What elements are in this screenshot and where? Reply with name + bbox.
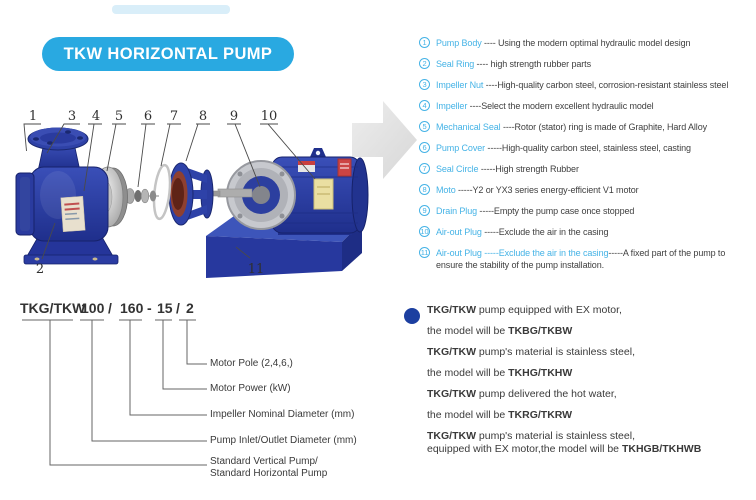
label-impeller-diameter: Impeller Nominal Diameter (mm) — [210, 409, 355, 420]
circled-number: 6 — [419, 142, 430, 153]
model-seg-inlet: 100 — [81, 300, 105, 316]
part-name: Pump Body — [436, 38, 482, 48]
list-item — [419, 163, 753, 175]
list-item — [419, 37, 753, 49]
banner-backdrop-shape — [112, 5, 230, 14]
circled-number: 8 — [419, 184, 430, 195]
part-name: Drain Plug — [436, 206, 478, 216]
list-item — [419, 121, 753, 133]
part-desc: ----Select the modern excellent hydraulic model — [467, 101, 654, 111]
callout-4: 4 — [91, 109, 101, 124]
part-desc: -----Y2 or YX3 series energy-efficient V1 motor — [455, 185, 639, 195]
list-item — [419, 142, 753, 154]
circled-number: 10 — [420, 227, 429, 236]
label-motor-power: Motor Power (kW) — [210, 383, 291, 394]
part-name: Pump Cover — [436, 143, 486, 153]
part-desc: -----Empty the pump case once stopped — [477, 206, 635, 216]
pump-body-illustration — [16, 128, 118, 265]
note-item: TKG/TKW pump delivered the hot water, the model will be TKRG/TKRW — [427, 388, 617, 421]
part-desc: ---- Using the modern optimal hydraulic model design — [481, 38, 691, 48]
part-name: Mechanical Seal — [436, 122, 501, 132]
part-name: Air-out Plug — [436, 248, 482, 258]
circled-number: 11 — [420, 248, 429, 257]
list-item — [419, 184, 753, 196]
list-item — [419, 226, 753, 238]
part-desc: ----Rotor (stator) ring is made of Graphite, Hard Alloy — [500, 122, 708, 132]
part-name: Moto — [436, 185, 456, 195]
callout-10: 10 — [260, 109, 278, 124]
list-item — [419, 100, 753, 112]
circled-number: 7 — [419, 163, 430, 174]
title-banner — [42, 37, 294, 71]
list-item — [419, 247, 753, 271]
part-desc: -----High strength Rubber — [478, 164, 579, 174]
circled-number: 2 — [419, 58, 430, 69]
page-title: TKW HORIZONTAL PUMP — [63, 44, 273, 63]
model-seg-power: 15 — [157, 300, 173, 316]
exploded-pump-diagram — [10, 95, 425, 295]
part-desc: ---- high strength rubber parts — [474, 59, 591, 69]
callout-2: 2 — [35, 262, 45, 277]
circled-number: 1 — [419, 37, 430, 48]
pump-diagram-svg — [10, 95, 425, 295]
note-item: TKG/TKW pump equipped with EX motor, the model will be TKBG/TKBW — [427, 304, 622, 337]
model-separator: / — [108, 300, 112, 316]
callout-6: 6 — [143, 109, 153, 124]
list-item — [419, 79, 753, 91]
part-desc: -----A fixed part of the pump to ensure the stability of the pump installation. — [436, 248, 726, 270]
shaft-illustration — [212, 189, 252, 197]
circled-number: 3 — [419, 79, 430, 90]
circled-number: 5 — [419, 121, 430, 132]
part-name: Impeller Nut — [436, 80, 484, 90]
model-seg-impeller: 160 — [120, 300, 144, 316]
part-name: Seal Ring — [436, 59, 475, 69]
model-separator: / — [176, 300, 180, 316]
part-name: Seal Circle — [436, 164, 479, 174]
label-motor-pole: Motor Pole (2,4,6,) — [210, 358, 293, 369]
model-notes — [400, 304, 752, 456]
callout-1: 1 — [28, 109, 38, 124]
note-item: TKG/TKW pump's material is stainless steel, the model will be TKHG/TKHW — [427, 346, 635, 379]
part-desc: -----High-quality carbon steel, stainless steel, casting — [485, 143, 691, 153]
part-desc: -----Exclude the air in the casing — [481, 227, 609, 237]
pump-cover-illustration — [169, 163, 213, 225]
callout-5: 5 — [114, 109, 124, 124]
callout-8: 8 — [198, 109, 208, 124]
note-item: TKG/TKW pump's material is stainless steel, equipped with EX motor,the model will be TKHGB/TKHWB — [427, 430, 702, 455]
callout-9: 9 — [229, 109, 239, 124]
callout-3: 3 — [67, 109, 77, 124]
circled-number: 9 — [419, 205, 430, 216]
part-name: Impeller — [436, 101, 468, 111]
model-seg-pole: 2 — [186, 300, 194, 316]
model-nomenclature — [20, 298, 380, 496]
model-separator: - — [147, 300, 152, 316]
callout-11: 11 — [247, 262, 265, 277]
callout-7: 7 — [169, 109, 179, 124]
list-item — [419, 205, 753, 217]
part-desc: ----High-quality carbon steel, corrosion-resistant stainless steel — [483, 80, 729, 90]
part-name-extra: -----Exclude the air in the casing — [481, 248, 609, 258]
circled-number: 4 — [419, 100, 430, 111]
list-item — [419, 58, 753, 70]
parts-list — [419, 37, 753, 280]
label-inlet-outlet: Pump Inlet/Outlet Diameter (mm) — [210, 435, 357, 446]
model-prefix: TKG/TKW — [20, 300, 86, 316]
label-standard-pump: Standard Vertical Pump/ Standard Horizontal Pump — [210, 456, 328, 479]
note-bullet-icon — [404, 308, 420, 324]
part-name: Air-out Plug — [436, 227, 482, 237]
